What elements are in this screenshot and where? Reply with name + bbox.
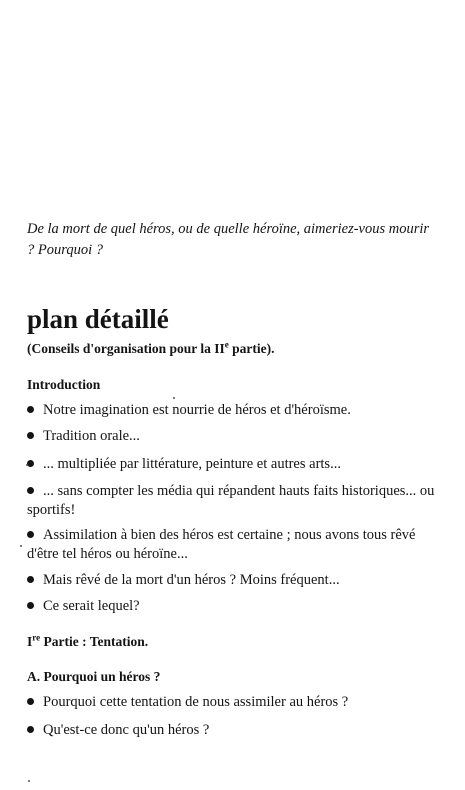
bullet-icon — [27, 698, 34, 705]
plan-subtitle-superscript: e — [224, 339, 229, 350]
plan-subtitle-end: partie). — [228, 341, 275, 356]
list-item — [27, 455, 437, 474]
list-item — [27, 526, 437, 564]
list-item — [27, 693, 437, 712]
list-item — [27, 721, 437, 740]
list-item-text: Qu'est-ce donc qu'un héros ? — [43, 722, 210, 738]
list-item-text: Pourquoi cette tentation de nous assimiler au héros ? — [43, 694, 349, 710]
essay-question: De la mort de quel héros, ou de quelle héroïne, aimeriez-vous mourir ? Pourquoi ? — [27, 221, 430, 258]
scan-speck — [173, 397, 175, 399]
list-item-text: ... multipliée par littérature, peinture et autres arts... — [43, 456, 341, 472]
bullet-icon — [27, 726, 34, 733]
scan-speck — [28, 780, 30, 782]
plan-subtitle-text: (Conseils d'organisation pour la II — [27, 341, 225, 356]
list-item-text: ... sans compter les média qui répandent hauts faits historiques... ou sportifs! — [27, 483, 435, 518]
list-item-text: Tradition orale... — [43, 428, 140, 444]
bullet-icon — [27, 460, 34, 467]
part-one-heading — [27, 633, 148, 651]
list-item — [27, 571, 437, 590]
part-one-title: Partie : Tentation. — [40, 634, 149, 649]
list-item — [27, 597, 437, 616]
section-a-heading: A. Pourquoi un héros ? — [27, 669, 161, 684]
part-one-numeral: I — [27, 634, 33, 649]
plan-title: plan détaillé — [27, 304, 169, 334]
plan-subtitle — [27, 340, 275, 358]
list-item — [27, 427, 437, 446]
list-item — [27, 482, 437, 520]
part-one-superscript: re — [32, 632, 41, 643]
bullet-icon — [27, 531, 34, 538]
bullet-icon — [27, 602, 34, 609]
list-item — [27, 401, 437, 420]
list-item-text: Mais rêvé de la mort d'un héros ? Moins fréquent... — [43, 572, 340, 588]
bullet-icon — [27, 406, 34, 413]
list-item-text: Notre imagination est nourrie de héros et d'héroïsme. — [43, 402, 351, 418]
bullet-icon — [27, 487, 34, 494]
scan-speck — [26, 464, 28, 466]
list-item-text: Assimilation à bien des héros est certaine ; nous avons tous rêvé d'être tel héros ou héroïne... — [27, 527, 416, 562]
scan-speck — [20, 545, 22, 547]
bullet-icon — [27, 432, 34, 439]
introduction-heading: Introduction — [27, 377, 101, 392]
list-item-text: Ce serait lequel? — [43, 598, 140, 614]
bullet-icon — [27, 576, 34, 583]
